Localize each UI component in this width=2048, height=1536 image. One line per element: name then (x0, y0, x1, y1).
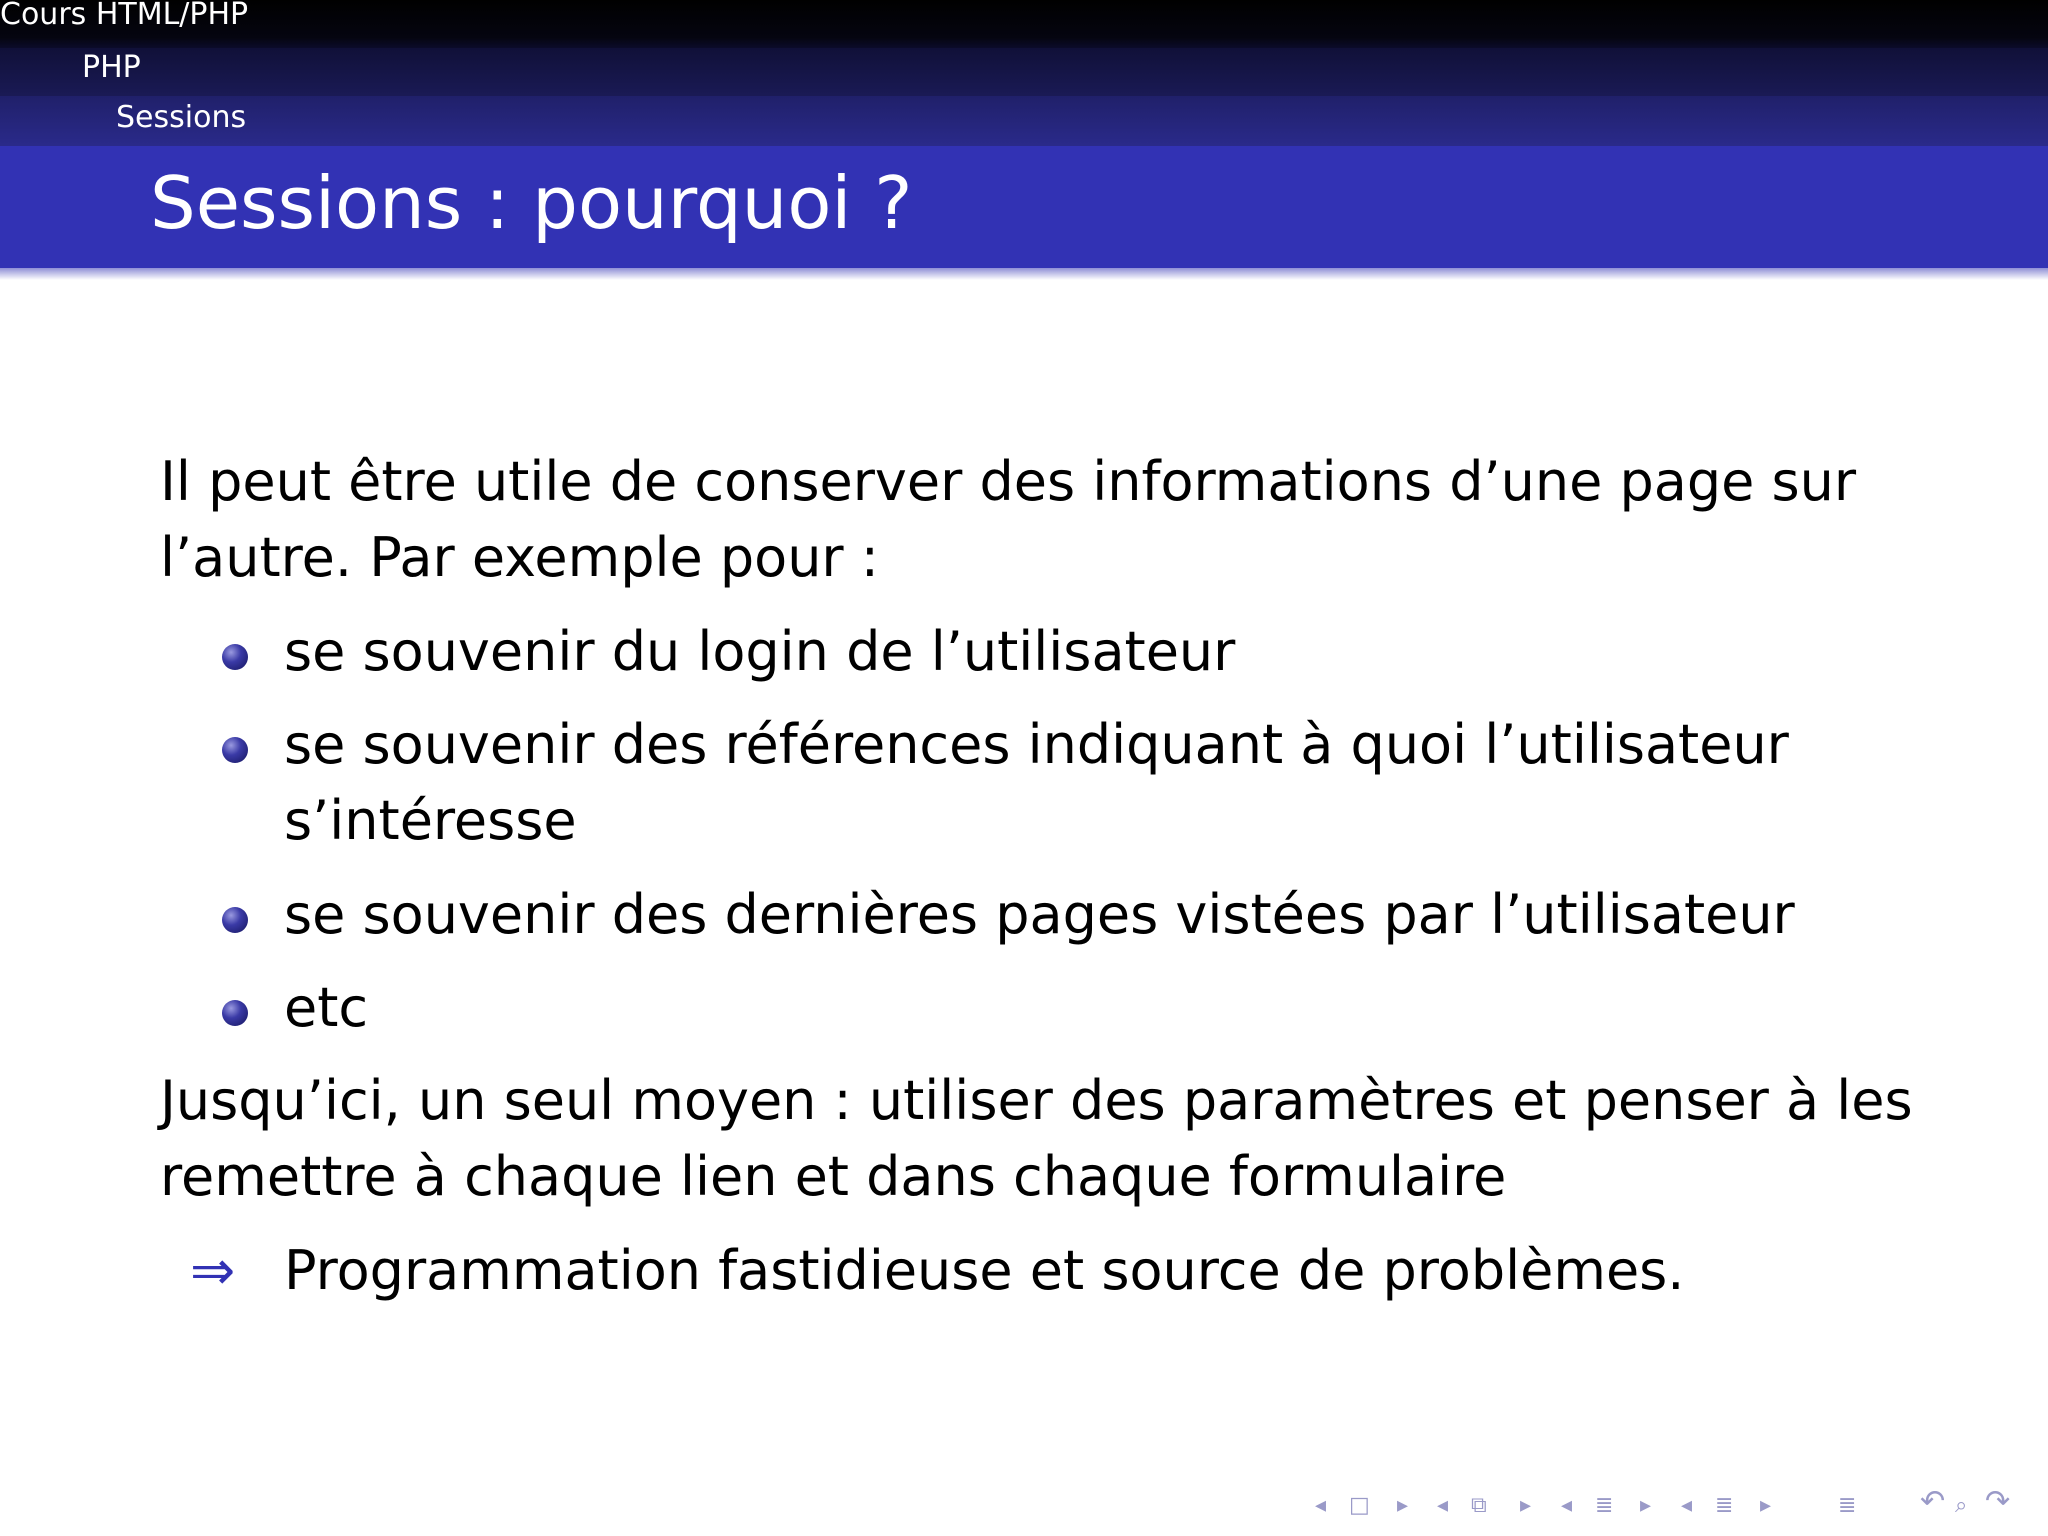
subsection-icon[interactable]: ≣ (1595, 1493, 1614, 1518)
section-next-icon[interactable]: ▸ (1760, 1493, 1772, 1518)
header-section-title[interactable]: PHP (82, 50, 141, 85)
bullet-icon (222, 737, 248, 763)
frame-next-icon[interactable]: ▸ (1397, 1493, 1409, 1518)
subsection-next-icon[interactable]: ▸ (1640, 1493, 1652, 1518)
header-subsection-title[interactable]: Sessions (116, 100, 247, 135)
intro-line-2: l’autre. Par exemple pour : (160, 526, 879, 589)
title-bar-shadow (0, 268, 2048, 280)
redo-icon[interactable]: ↷ (1985, 1484, 2011, 1519)
section-icon[interactable]: ≣ (1715, 1493, 1734, 1518)
header-section-bar (0, 48, 2048, 96)
list-item-text: se souvenir des dernières pages vistées par l’utilisateur (284, 883, 1795, 946)
section-prev-icon[interactable]: ◂ (1681, 1493, 1693, 1518)
header-subsection-bar (0, 96, 2048, 146)
bullet-icon (222, 644, 248, 670)
beamer-navigation-bar (1315, 1484, 2035, 1524)
header-course-title[interactable]: Cours HTML/PHP (0, 0, 249, 32)
frame-icon[interactable]: □ (1349, 1493, 1370, 1518)
outline-icon[interactable]: ≣ (1838, 1493, 1857, 1518)
list-item-text: se souvenir des références indiquant à quoi l’utilisateur (284, 713, 1789, 776)
search-icon[interactable]: ⌕ (1955, 1493, 1968, 1518)
header-course-bar (0, 0, 2048, 48)
undo-icon[interactable]: ↶ (1920, 1484, 1946, 1519)
slides-icon[interactable]: ⧉ (1471, 1493, 1487, 1518)
frame-prev-icon[interactable]: ◂ (1315, 1493, 1327, 1518)
implies-arrow-icon: ⇒ (190, 1239, 236, 1302)
outro-line-1: Jusqu’ici, un seul moyen : utiliser des paramètres et penser à les (160, 1069, 1913, 1132)
intro-line-1: Il peut être utile de conserver des informations d’une page sur (160, 450, 1857, 513)
conclusion-text: Programmation fastidieuse et source de problèmes. (284, 1239, 1685, 1302)
list-item-text: se souvenir du login de l’utilisateur (284, 620, 1236, 683)
bullet-icon (222, 1000, 248, 1026)
slide-next-icon[interactable]: ▸ (1520, 1493, 1532, 1518)
bullet-icon (222, 907, 248, 933)
outro-line-2: remettre à chaque lien et dans chaque formulaire (160, 1145, 1507, 1208)
slide-prev-icon[interactable]: ◂ (1437, 1493, 1449, 1518)
list-item-text-continued: s’intéresse (284, 789, 577, 852)
list-item-text: etc (284, 976, 369, 1039)
slide-title: Sessions : pourquoi ? (150, 161, 913, 245)
subsection-prev-icon[interactable]: ◂ (1561, 1493, 1573, 1518)
